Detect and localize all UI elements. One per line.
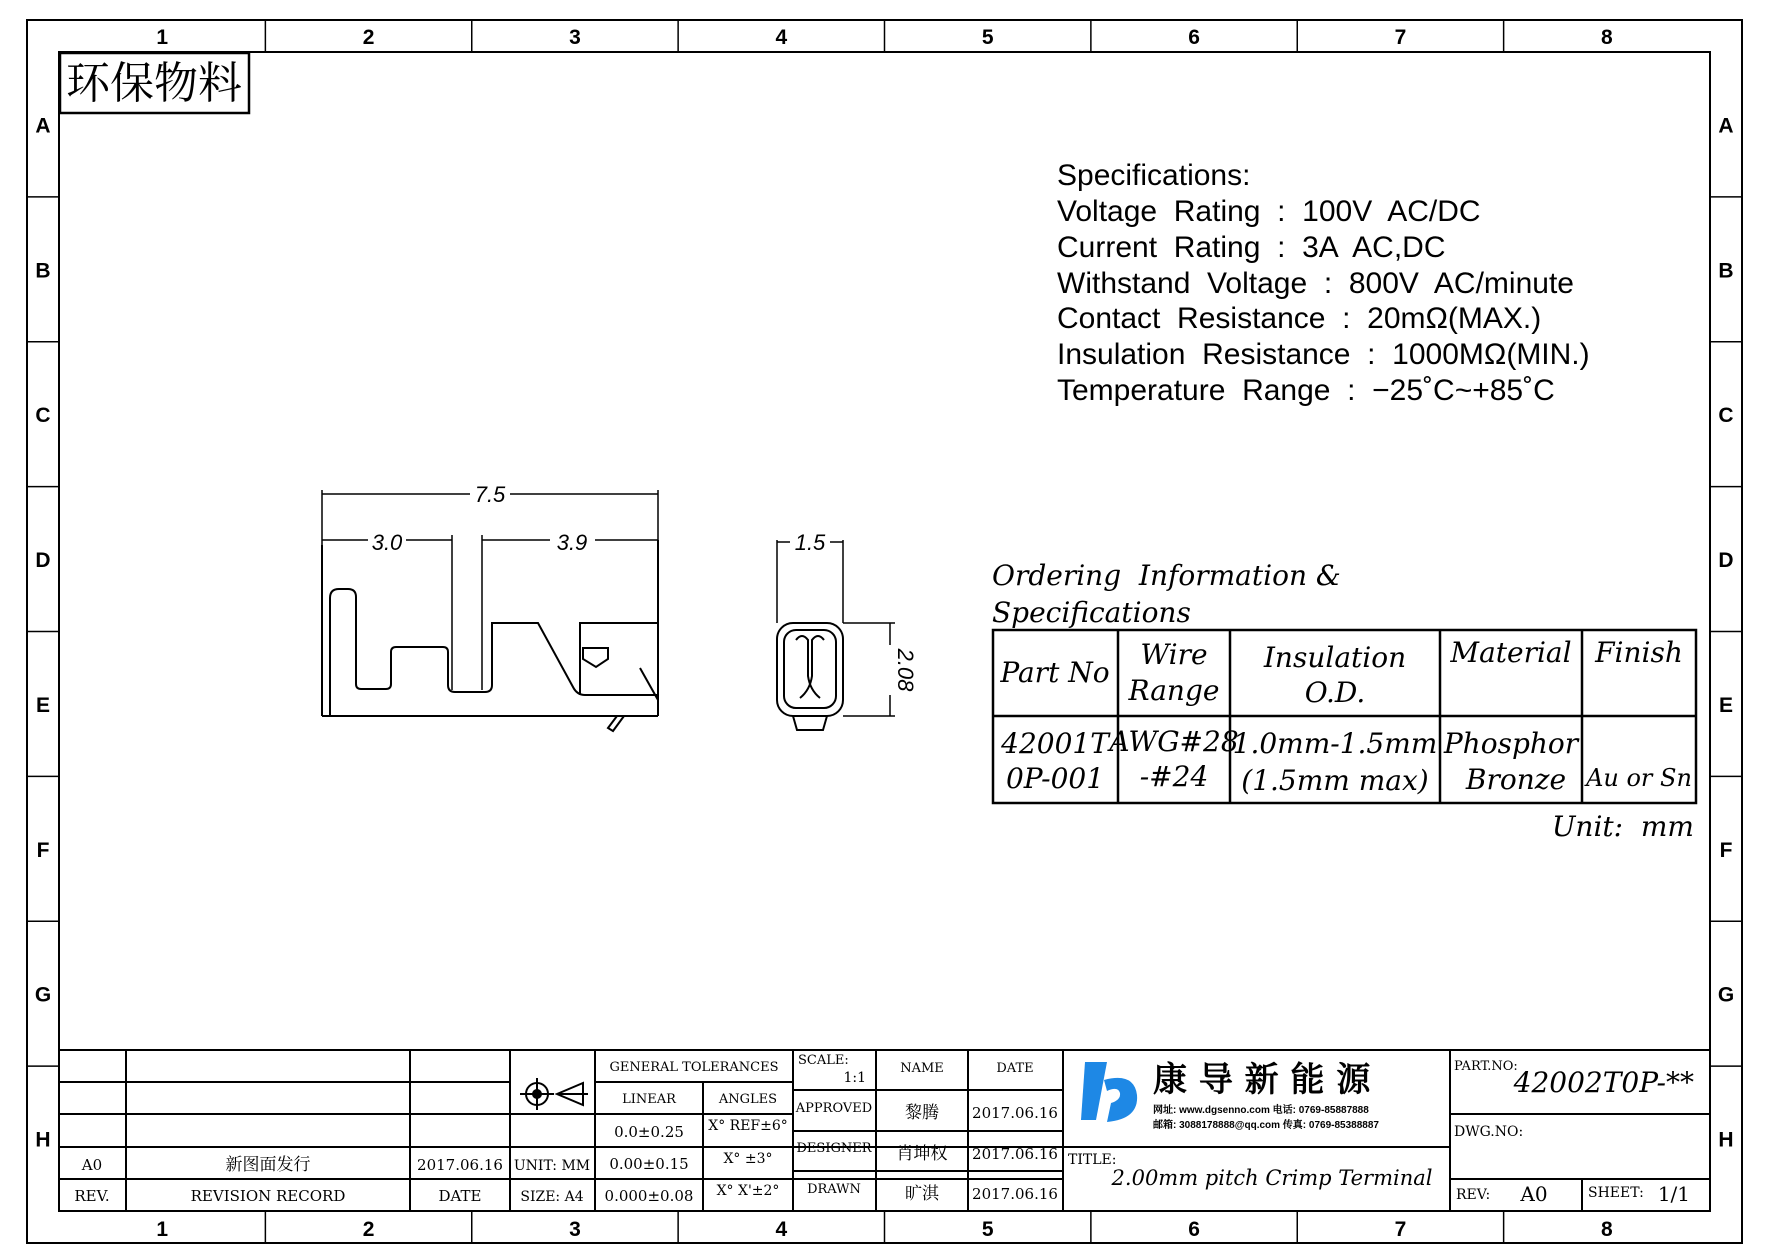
- zone-column-top-6: 6: [1188, 26, 1200, 49]
- col-rev-label: REV.: [74, 1187, 110, 1205]
- dwg-no-label: DWG.NO:: [1454, 1124, 1524, 1140]
- zone-row-right-A: A: [1718, 114, 1734, 138]
- zone-row-left-C: C: [35, 404, 51, 428]
- tolerance-linear-2: 0.00±0.15: [609, 1155, 689, 1173]
- terminal-end-view: [777, 623, 843, 730]
- approved-date: 2017.06.16: [972, 1104, 1058, 1122]
- cell-wire-line1: AWG#28: [1109, 725, 1239, 758]
- zone-row-right-F: F: [1719, 838, 1733, 862]
- zone-column-bottom-7: 7: [1394, 1218, 1407, 1241]
- specifications-block: [1057, 159, 1590, 407]
- company-name: 康 导 新 能 源: [1153, 1060, 1371, 1100]
- cell-material-line1: Phosphor: [1443, 727, 1579, 760]
- zone-column-bottom-1: 1: [156, 1218, 169, 1241]
- title-value: 2.00mm pitch Crimp Terminal: [1111, 1166, 1433, 1190]
- scale-label: SCALE:: [798, 1053, 849, 1068]
- tolerance-angle-1: X° REF±6°: [708, 1118, 788, 1134]
- cell-part-line1: 42001T: [1001, 727, 1109, 760]
- zone-row-left-A: A: [35, 114, 51, 138]
- revision-rev: A0: [81, 1156, 103, 1174]
- zone-column-bottom-5: 5: [981, 1218, 994, 1241]
- stamp-text: 环保物料: [66, 58, 242, 109]
- zone-column-bottom-8: 8: [1600, 1218, 1613, 1241]
- projection-symbol-icon: [520, 1078, 588, 1110]
- zone-column-top-4: 4: [775, 26, 788, 49]
- tolerance-linear-3: 0.000±0.08: [604, 1187, 694, 1205]
- zone-row-left-H: H: [35, 1128, 51, 1152]
- company-logo-icon: [1081, 1062, 1107, 1120]
- dimension-right-length: 3.9: [556, 530, 588, 555]
- revision-date: 2017.06.16: [417, 1156, 503, 1174]
- zone-column-top-2: 2: [362, 26, 375, 49]
- zone-row-right-G: G: [1717, 983, 1735, 1007]
- header-wire-line1: Wire: [1140, 638, 1208, 671]
- dimension-overall-length: 7.5: [474, 482, 506, 507]
- zone-row-right-H: H: [1718, 1128, 1734, 1152]
- designer-name: 肖坤权: [896, 1144, 948, 1164]
- title-label: TITLE:: [1068, 1152, 1117, 1168]
- spec-temperature-range: Temperature Range : −25˚C~+85˚C: [1057, 374, 1555, 407]
- zone-column-bottom-4: 4: [775, 1218, 788, 1241]
- header-part-no: Part No: [1000, 656, 1110, 689]
- specifications-heading: Specifications:: [1057, 159, 1251, 192]
- zone-column-top-7: 7: [1394, 26, 1407, 49]
- rev-value: A0: [1520, 1182, 1548, 1206]
- zone-row-left-B: B: [35, 259, 51, 283]
- zone-column-bottom-6: 6: [1188, 1218, 1200, 1241]
- title-block-text: [74, 1053, 1694, 1206]
- zone-column-bottom-2: 2: [362, 1218, 375, 1241]
- part-no-value: 42002T0P-**: [1513, 1066, 1694, 1099]
- rev-label: REV:: [1456, 1187, 1491, 1203]
- terminal-side-view: [322, 540, 658, 731]
- company-contact-line2: 邮箱: 3088178888@qq.com 传真: 0769-85388887: [1153, 1120, 1379, 1131]
- zone-row-right-D: D: [1718, 549, 1734, 573]
- header-wire-line2: Range: [1128, 674, 1220, 707]
- drawn-name: 旷淇: [905, 1184, 939, 1204]
- spec-withstand-voltage: Withstand Voltage : 800V AC/minute: [1057, 267, 1574, 300]
- zone-row-left-G: G: [34, 983, 52, 1007]
- drawn-date: 2017.06.16: [972, 1185, 1058, 1203]
- approved-role: APPROVED: [795, 1101, 873, 1116]
- zone-row-right-B: B: [1718, 259, 1734, 283]
- tolerances-linear: LINEAR: [622, 1092, 676, 1107]
- zone-row-right-C: C: [1718, 404, 1734, 428]
- cell-finish: Au or Sn: [1586, 764, 1692, 792]
- zone-column-top-1: 1: [156, 26, 169, 49]
- designer-date: 2017.06.16: [972, 1145, 1058, 1163]
- tolerances-title: GENERAL TOLERANCES: [609, 1060, 779, 1075]
- drawn-role: DRAWN: [807, 1182, 861, 1197]
- header-insulation-line2: O.D.: [1304, 676, 1366, 709]
- cell-part-line2: 0P-001: [1005, 762, 1105, 795]
- unit-label: UNIT: MM: [513, 1158, 591, 1174]
- header-finish: Finish: [1595, 636, 1683, 669]
- part-no-label: PART.NO:: [1454, 1059, 1518, 1074]
- zone-column-bottom-3: 3: [569, 1218, 581, 1241]
- tolerances-angles: ANGLES: [718, 1092, 778, 1107]
- zone-column-top-3: 3: [569, 26, 581, 49]
- spec-voltage-rating: Voltage Rating : 100V AC/DC: [1057, 195, 1481, 228]
- ordering-unit: Unit: mm: [1551, 810, 1694, 843]
- cell-material-line2: Bronze: [1465, 763, 1567, 796]
- eco-material-stamp: [60, 53, 249, 113]
- ordering-information: [992, 559, 1696, 843]
- designer-role: DESIGNER: [796, 1141, 872, 1156]
- revision-record: 新图面发行: [225, 1155, 311, 1175]
- cell-wire-line2: -#24: [1139, 760, 1209, 793]
- spec-insulation-resistance: Insulation Resistance : 1000MΩ(MIN.): [1057, 338, 1590, 371]
- tolerance-angle-3: X° X'±2°: [716, 1183, 780, 1199]
- spec-contact-resistance: Contact Resistance : 20mΩ(MAX.): [1057, 302, 1542, 335]
- dimension-width: 1.5: [794, 530, 826, 555]
- header-insulation-line1: Insulation: [1263, 641, 1407, 674]
- ordering-title-line2: Specifications: [992, 596, 1191, 629]
- zone-row-right-E: E: [1718, 693, 1734, 717]
- header-material: Material: [1450, 636, 1572, 669]
- zone-column-top-5: 5: [981, 26, 994, 49]
- date-column-label: DATE: [996, 1061, 1034, 1076]
- company-contact-line1: 网址: www.dgsenno.com 电话: 0769-85887888: [1153, 1105, 1369, 1116]
- zone-row-left-D: D: [35, 549, 51, 573]
- tolerance-linear-1: 0.0±0.25: [614, 1123, 684, 1141]
- zone-row-left-E: E: [35, 693, 51, 717]
- approved-name: 黎腾: [905, 1103, 939, 1123]
- sheet-label: SHEET:: [1588, 1185, 1644, 1201]
- company-logo: [1081, 1060, 1379, 1131]
- cell-insulation-line1: 1.0mm-1.5mm: [1232, 727, 1438, 760]
- scale-value: 1:1: [843, 1070, 866, 1086]
- name-column-label: NAME: [900, 1061, 944, 1076]
- zone-column-top-8: 8: [1600, 26, 1613, 49]
- col-record-label: REVISION RECORD: [190, 1187, 346, 1205]
- tolerance-angle-2: X° ±3°: [723, 1151, 773, 1167]
- cell-insulation-line2: (1.5mm max): [1241, 764, 1429, 797]
- ordering-title-line1: Ordering Information &: [992, 559, 1341, 592]
- dimension-left-length: 3.0: [371, 530, 403, 555]
- col-date-label: DATE: [438, 1187, 482, 1205]
- dimension-height: 2.08: [893, 648, 918, 692]
- sheet-value: 1/1: [1657, 1182, 1690, 1206]
- size-label: SIZE: A4: [520, 1189, 584, 1205]
- zone-row-left-F: F: [36, 838, 50, 862]
- spec-current-rating: Current Rating : 3A AC,DC: [1057, 231, 1446, 264]
